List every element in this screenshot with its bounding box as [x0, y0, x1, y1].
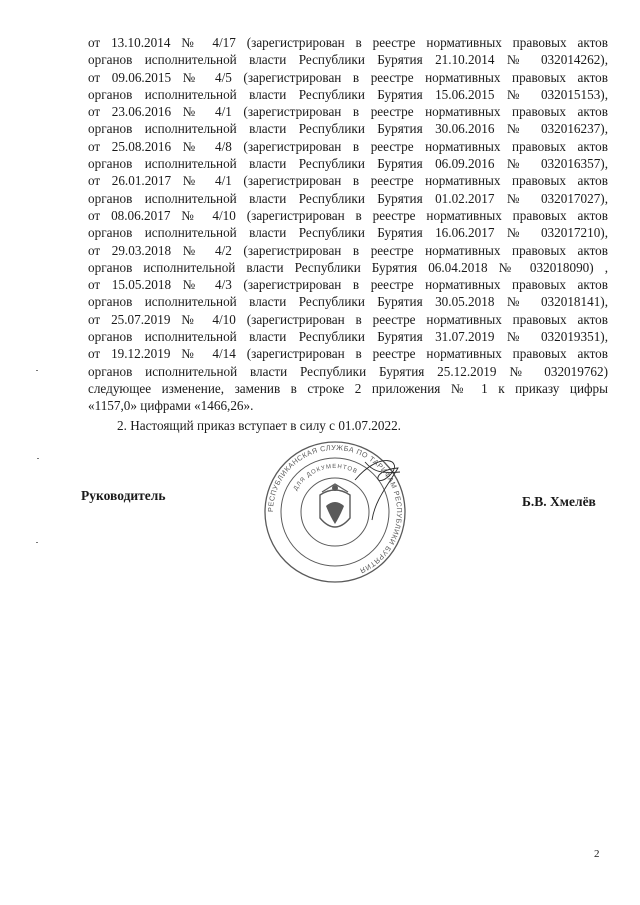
text-line: от 15.05.2018 № 4/3 (зарегистрирован в реестре нормативных правовых актов — [88, 277, 608, 293]
scan-speck — [36, 542, 38, 543]
text-line: от 13.10.2014 № 4/17 (зарегистрирован в реестре нормативных правовых актов — [88, 35, 608, 50]
seal-outer-text: РЕСПУБЛИКАНСКАЯ СЛУЖБА ПО ТАРИФАМ РЕСПУБЛИКИ БУРЯТИЯ — [265, 442, 405, 576]
text-line: от 29.03.2018 № 4/2 (зарегистрирован в реестре нормативных правовых актов — [88, 242, 608, 258]
seal-inner-text: ДЛЯ ДОКУМЕНТОВ — [292, 463, 359, 492]
text-line: органов исполнительной власти Республики Бурятия 15.06.2015 № 032015153), — [88, 86, 608, 102]
order-text — [88, 34, 608, 415]
text-line: органов исполнительной власти Республики Бурятия 30.05.2018 № 032018141), — [88, 294, 608, 310]
text-line: от 08.06.2017 № 4/10 (зарегистрирован в реестре нормативных правовых актов — [88, 207, 608, 223]
text-line: от 25.08.2016 № 4/8 (зарегистрирован в реестре нормативных правовых актов — [88, 138, 608, 154]
text-line: от 19.12.2019 № 4/14 (зарегистрирован в реестре нормативных правовых актов — [88, 346, 608, 362]
paragraph-2: 2. Настоящий приказ вступает в силу с 01.07.2022. — [117, 418, 401, 433]
signatory-position: Руководитель — [81, 488, 166, 503]
text-line: следующее изменение, заменив в строке 2 приложения № 1 к приказу цифры — [88, 380, 608, 396]
text-line: органов исполнительной власти Республики Бурятия 06.09.2016 № 032016357), — [88, 156, 608, 172]
signatory-name: Б.В. Хмелёв — [522, 494, 596, 509]
text-line: от 09.06.2015 № 4/5 (зарегистрирован в реестре нормативных правовых актов — [88, 69, 608, 85]
text-line: от 26.01.2017 № 4/1 (зарегистрирован в реестре нормативных правовых актов — [88, 173, 608, 189]
official-seal — [260, 440, 410, 585]
text-line: органов исполнительной власти Республики Бурятия 25.12.2019 № 032019762) — [88, 363, 608, 379]
text-line: «1157,0» цифрами «1466,26». — [88, 398, 254, 414]
text-line: от 25.07.2019 № 4/10 (зарегистрирован в реестре нормативных правовых актов — [88, 311, 608, 327]
text-line: органов исполнительной власти Республики Бурятия 21.10.2014 № 032014262), — [88, 52, 608, 68]
text-line: органов исполнительной власти Республики Бурятия 31.07.2019 № 032019351), — [88, 329, 608, 345]
scan-speck — [37, 458, 39, 459]
text-line: органов исполнительной власти Республики Бурятия 01.02.2017 № 032017027), — [88, 190, 608, 206]
seal-stamp — [265, 442, 405, 582]
scan-speck — [36, 370, 38, 371]
text-line: органов исполнительной власти Республики Бурятия 06.04.2018 № 032018090) , — [88, 259, 608, 275]
text-line: органов исполнительной власти Республики Бурятия 16.06.2017 № 032017210), — [88, 225, 608, 241]
text-line: от 23.06.2016 № 4/1 (зарегистрирован в реестре нормативных правовых актов — [88, 104, 608, 120]
text-line: органов исполнительной власти Республики Бурятия 30.06.2016 № 032016237), — [88, 121, 608, 137]
page-number: 2 — [594, 848, 600, 860]
